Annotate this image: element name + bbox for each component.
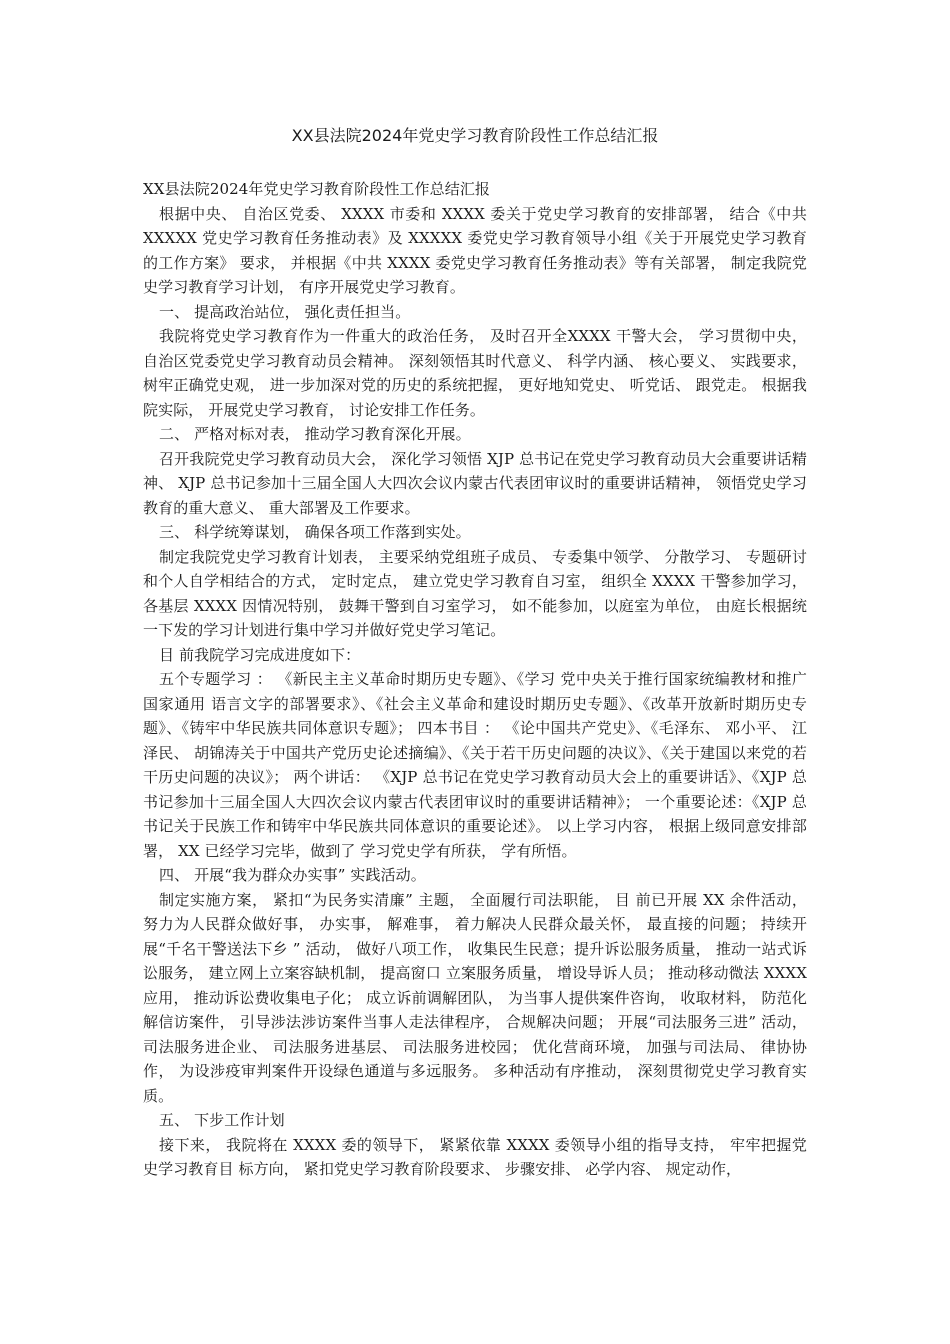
- document-title: XX县法院2024年党史学习教育阶段性工作总结汇报: [291, 126, 659, 145]
- section-paragraph-2: 召开我院党史学习教育动员大会， 深化学习领悟 XJP 总书记在党史学习教育动员大会重要讲话精神、 XJP 总书记参加十三届全国人大四次会议内蒙古代表团审议时的重要讲话精神， 领悟党史学习教育的重大意义、 重大部署及工作要求。: [143, 449, 807, 517]
- section-paragraph-5: 接下来， 我院将在 XXXX 委的领导下， 紧紧依靠 XXXX 委领导小组的指导支持， 牢牢把握党史学习教育目 标方向， 紧扣党史学习教育阶段要求、 步骤安排、 必学内容、 规定动作，: [143, 1135, 807, 1178]
- section-heading-5: 五、 下步工作计划: [159, 1111, 285, 1129]
- progress-paragraph: 五个专题学习 ： 《新民主主义革命时期历史专题》、《学习 党中央关于推行国家统编教材和推广国家通用 语言文字的部署要求》、《社会主义革命和建设时期历史专题》、《改革开放新时期历史专题》、《铸牢中华民族共同体意识专题》； 四本书目 ： 《论中国共产党史》、《毛泽东、 邓小平、 江泽民、 胡锦涛关于中国共产党历史论述摘编》、《关于若干历史问题的决议》、《关于建国以来党的若干历史问题的决议》； 两个讲话： 《XJP 总书记在党史学习教育动员大会上的重要讲话》、《XJP 总书记参加十三届全国人大四次会议内蒙古代表团审议时的重要讲话精神》； 一个重要论述：《XJP 总书记关于民族工作和铸牢中华民族共同体意识的重要论述》。 以上学习内容， 根据上级同意安排部署， XX 已经学习完毕，做到了 学习党史学有所获， 学有所悟。: [143, 670, 807, 860]
- section-paragraph-1: 我院将党史学习教育作为一件重大的政治任务， 及时召开全XXXX 干警大会， 学习贯彻中央， 自治区党委党史学习教育动员会精神。 深刻领悟其时代意义、 科学内涵、 核心要义、 实践要求，树牢正确党史观， 进一步加深对党的历史的系统把握， 更好地知党史、 听党话、 跟党走。 根据我院实际， 开展党史学习教育， 讨论安排工作任务。: [143, 327, 807, 419]
- intro-paragraph: 根据中央、 自治区党委、 XXXX 市委和 XXXX 委关于党史学习教育的安排部署， 结合《中共 XXXXX 党史学习教育任务推动表》及 XXXXX 委党史学习教育领导小组《关于开展党史学习教育的工作方案》 要求， 并根据《中共 XXXX 委党史学习教育任务推动表》等有关部署， 制定我院党史学习教育学习计划， 有序开展党史学习教育。: [143, 204, 807, 296]
- progress-intro: 目 前我院学习完成进度如下：: [159, 645, 361, 664]
- section-paragraph-4: 制定实施方案， 紧扣“为民务实清廉” 主题， 全面履行司法职能， 目 前已开展 XX 余件活动， 努力为人民群众做好事， 办实事， 解难事， 着力解决人民群众最关怀， 最直接的问题； 持续开展“千名干警送法下乡 ” 活动， 做好八项工作， 收集民生民意；提升诉讼服务质量， 推动一站式诉讼服务， 建立网上立案容缺机制， 提高窗口 立案服务质量， 增设导诉人员； 推动移动微法 XXXX应用， 推动诉讼费收集电子化； 成立诉前调解团队， 为当事人提供案件咨询， 收取材料， 防范化解信访案件， 引导涉法涉访案件当事人走法律程序， 合规解决问题； 开展“司法服务三进” 活动，司法服务进企业、 司法服务进基层、 司法服务进校园； 优化营商环境， 加强与司法局、 律协协作， 为设涉疫审判案件开设绿色通道与多远服务。 多种活动有序推动， 深刻贯彻党史学习教育实质。: [143, 890, 807, 1105]
- section-heading-3: 三、 科学统筹谋划， 确保各项工作落到实处。: [159, 523, 471, 541]
- section-heading-1: 一、 提高政治站位， 强化责任担当。: [159, 302, 411, 321]
- section-heading-2: 二、 严格对标对表， 推动学习教育深化开展。: [159, 425, 471, 443]
- section-paragraph-3: 制定我院党史学习教育计划表， 主要采纳党组班子成员、 专委集中领学、 分散学习、 专题研讨和个人自学相结合的方式， 定时定点， 建立党史学习教育自习室， 组织全 XXXX 干警参加学习，各基层 XXXX 因情况特别， 鼓舞干警到自习室学习， 如不能参加，以庭室为单位， 由庭长根据统一下发的学习计划进行集中学习并做好党史学习笔记。: [143, 547, 807, 639]
- section-heading-4: 四、 开展“我为群众办实事” 实践活动。: [159, 866, 426, 884]
- document-body: [143, 177, 807, 1182]
- document-subtitle: XX县法院2024年党史学习教育阶段性工作总结汇报: [143, 180, 491, 198]
